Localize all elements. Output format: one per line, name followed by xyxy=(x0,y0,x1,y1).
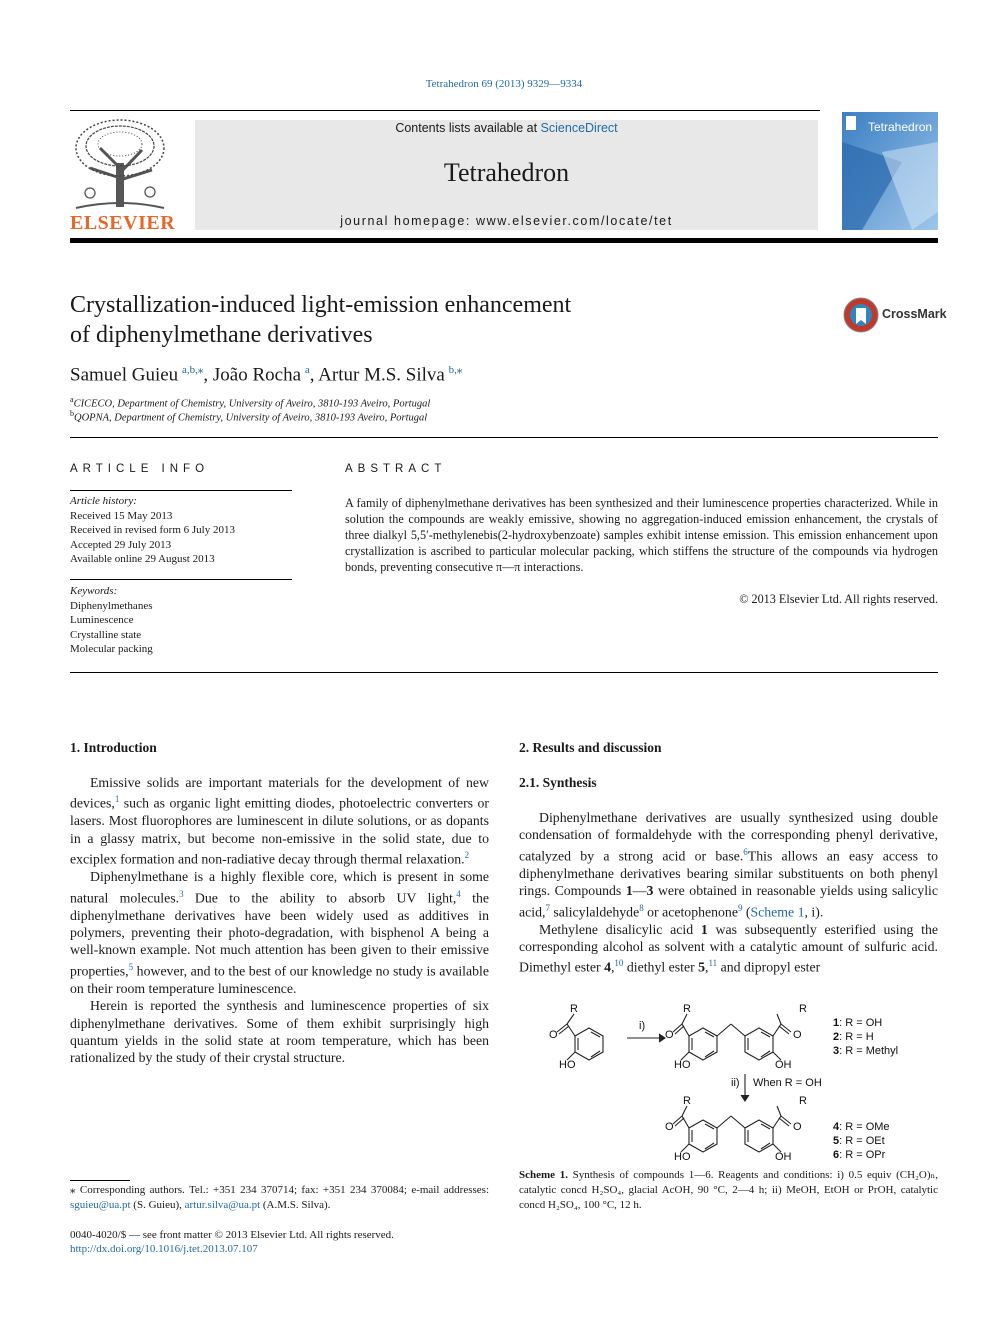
elsevier-wordmark: ELSEVIER xyxy=(70,212,176,234)
scheme-oh-label: OH xyxy=(775,1151,792,1163)
elsevier-logo[interactable] xyxy=(70,118,176,234)
citation-ref[interactable]: 10 xyxy=(614,958,624,969)
scheme-o-label: O xyxy=(665,1121,674,1133)
compound-label: 2: R = H xyxy=(833,1031,874,1043)
doi-link[interactable]: http://dx.doi.org/10.1016/j.tet.2013.07.107 xyxy=(70,1243,258,1255)
keyword: Diphenylmethanes xyxy=(70,599,153,612)
introduction-body xyxy=(70,774,489,1067)
footnote-corresponding: ⁎ Corresponding authors. Tel.: +351 234 370714; fax: +351 234 370084; e-mail addresses: sguieu@ua.pt (S. Guieu), artur.silva@ua.pt (A.M.S. Silva). xyxy=(70,1184,489,1211)
author-affil[interactable]: b,⁎ xyxy=(448,364,463,376)
article-info-heading: ARTICLE INFO xyxy=(70,463,210,475)
journal-homepage[interactable]: journal homepage: www.elsevier.com/locate/tet xyxy=(340,214,673,228)
compound-label: 4: R = OMe xyxy=(833,1121,890,1133)
citation-ref[interactable]: 11 xyxy=(708,958,718,969)
compound-number: 4 xyxy=(604,960,611,976)
compound-label: 6: R = OPr xyxy=(833,1149,886,1161)
crossmark-badge[interactable]: CrossMark xyxy=(842,296,942,336)
keyword: Crystalline state xyxy=(70,628,142,641)
abstract-heading: ABSTRACT xyxy=(345,463,447,475)
scheme-ho-label: HO xyxy=(674,1151,691,1163)
paragraph: Diphenylmethane is a highly flexible core, which is present in some natural molecules.$^3$ Due to the ability to absorb UV light,$^4$ the diphenylmethane derivatives have been widely used as additives in polymers, preventing their photo-degradation, with bisphenol A being a well-known example. Not much attention has been given to their emissive properties,$^5$ however, and to the best of our knowledge no study is available on their room temperature luminescence. xyxy=(70,869,490,996)
scheme-step-ii-condition: When R = OH xyxy=(753,1077,822,1089)
compound-number: 1 xyxy=(700,921,708,937)
scheme-r-label: R xyxy=(570,1003,578,1015)
issn-line: 0040-4020/$ — see front matter © 2013 Elsevier Ltd. All rights reserved. xyxy=(70,1229,394,1241)
keyword: Molecular packing xyxy=(70,643,153,655)
scheme-link[interactable]: Scheme 1 xyxy=(750,904,805,920)
compound-number: 5 xyxy=(698,960,706,976)
citation-ref[interactable]: 2 xyxy=(464,850,470,861)
paragraph: Methylene disalicylic acid 1 was subsequently esterified using the corresponding alcohol as solvent with a catalytic amount of sulfuric acid. Dimethyl ester 4,10 diethyl ester 5,11 and dipropyl ester xyxy=(519,921,939,976)
citation-ref[interactable]: 8 xyxy=(639,902,644,913)
section-rule xyxy=(70,672,938,673)
header-rule xyxy=(70,110,820,111)
author-name: , João Rocha xyxy=(203,364,302,386)
author-affil[interactable]: a,b,⁎ xyxy=(182,364,204,376)
article-title: Crystallization-induced light-emission enhancement of diphenylmethane derivatives xyxy=(70,292,572,348)
email-link[interactable]: artur.silva@ua.pt xyxy=(184,1199,261,1211)
cover-title: Tetrahedron xyxy=(868,120,933,134)
info-rule xyxy=(70,579,292,580)
citation-ref[interactable]: 4 xyxy=(456,888,461,899)
header-thick-rule xyxy=(70,238,938,243)
author-list xyxy=(70,363,462,386)
paragraph: Herein is reported the synthesis and luminescence properties of six diphenylmethane derivatives. Some of them exhibit surprisingly high quantum yields in the solid state at room temperature, which has been rationalized by the study of their crystal structure. xyxy=(70,998,489,1066)
citation-ref[interactable]: 7 xyxy=(545,902,550,913)
compound-label: 3: R = Methyl xyxy=(833,1045,899,1057)
email-link[interactable]: sguieu@ua.pt xyxy=(70,1199,131,1211)
scheme-step-i: i) xyxy=(639,1020,646,1032)
abstract-copyright: © 2013 Elsevier Ltd. All rights reserved. xyxy=(739,592,938,606)
scheme-ho-label: HO xyxy=(559,1059,576,1071)
article-history: Article history: Received 15 May 2013 Received in revised form 6 July 2013 Accepted 29 July 2013 Available online 29 August 2013 xyxy=(70,495,235,565)
citation-ref[interactable]: 6 xyxy=(743,846,748,857)
scheme-r-label: R xyxy=(799,1003,807,1015)
section-rule xyxy=(70,437,938,438)
author-name: Samuel Guieu xyxy=(70,364,179,386)
scheme-ho-label: HO xyxy=(674,1059,691,1071)
elsevier-tree-icon xyxy=(70,118,170,212)
citation-ref[interactable]: 3 xyxy=(179,888,184,899)
keywords: Keywords: Diphenylmethanes Luminescence Crystalline state Molecular packing xyxy=(70,584,292,657)
scheme-step-ii: ii) xyxy=(731,1077,740,1089)
compound-number: 1 xyxy=(625,883,633,899)
subsection-heading-synthesis: 2.1. Synthesis xyxy=(519,775,597,790)
paragraph: Emissive solids are important materials for the development of new devices,$^1$ such as organic light emitting diodes, photoelectric converters or lasers. Most fluorophores are luminescent in dilute solutions, or as dopants in a glassy matrix, but become non-emissive in the solid state, due to exciplex formation and non-radiative decay through thermal relaxation.$^2$ xyxy=(70,775,489,867)
scheme-caption: Scheme 1. Synthesis of compounds 1—6. Reagents and conditions: i) 0.5 equiv (CH₂O)ₙ, catalytic concd H₂SO₄, glacial AcOH, 90 °C, 2—4 h; ii) MeOH, EtOH or PrOH, catalytic concd H₂SO₄, 100 °C, 12 h. xyxy=(519,1169,939,1211)
affiliation: $^b$QOPNA, Department of Chemistry, University of Aveiro, 3810-193 Aveiro, Portugal xyxy=(70,409,428,424)
sciencedirect-link[interactable]: ScienceDirect xyxy=(540,121,618,135)
scheme-r-label: R xyxy=(683,1095,691,1107)
journal-cover[interactable] xyxy=(842,112,938,230)
scheme-o-label: O xyxy=(793,1121,802,1133)
author-affil[interactable]: a xyxy=(304,364,310,376)
abstract-text: A family of diphenylmethane derivatives has been synthesized and their luminescence properties characterized. While in solution the compounds are weakly emissive, showing no aggregation-induced emission enhancement, the crystals of three dialkyl 5,5′-methylenebis(2-hydroxybenzoate) samples exhibit intense emission. This emission enhancement upon crystallization is ascribed to particular molecular packing, which stiffens the structure of the compounds via hydrogen bonds, preventing consecutive π—π interactions. xyxy=(345,496,938,574)
journal-banner xyxy=(195,120,818,230)
journal-reference[interactable]: Tetrahedron 69 (2013) 9329—9334 xyxy=(425,78,583,90)
section-heading-introduction: 1. Introduction xyxy=(70,740,157,755)
citation-ref[interactable]: 5 xyxy=(128,961,134,972)
scheme-r-label: R xyxy=(799,1095,807,1107)
paragraph: Diphenylmethane derivatives are usually synthesized using double condensation of formaldehyde with the corresponding phenyl derivative, catalyzed by a strong acid or base.$^6$This allows an easy access to diphenylmethane derivatives bearing similar substituents on both phenyl rings. Compounds 1—3 were obtained in reasonable yields using salicylic acid,$^7$ salicylaldehyde$^8$ or acetophenone$^9$ (Scheme 1, i). xyxy=(519,810,938,920)
compound-label: 5: R = OEt xyxy=(833,1135,885,1147)
scheme-o-label: O xyxy=(549,1029,558,1041)
citation-ref[interactable]: 1 xyxy=(114,794,120,805)
scheme-1-diagram xyxy=(519,1002,938,1164)
scheme-o-label: O xyxy=(665,1029,674,1041)
keyword: Luminescence xyxy=(70,614,134,626)
scheme-oh-label: OH xyxy=(775,1059,792,1071)
crossmark-icon xyxy=(842,296,880,334)
contents-line: Contents lists available at ScienceDirect xyxy=(395,121,618,135)
compound-label: 1: R = OH xyxy=(833,1017,883,1029)
scheme-r-label: R xyxy=(683,1003,691,1015)
citation-ref[interactable]: 9 xyxy=(737,902,743,913)
compound-number: 3 xyxy=(646,883,654,899)
synthesis-body xyxy=(519,809,938,976)
affiliation: $^a$CICECO, Department of Chemistry, University of Aveiro, 3810-193 Aveiro, Portugal xyxy=(70,395,431,410)
info-rule xyxy=(70,490,292,491)
author-name: , Artur M.S. Silva xyxy=(309,364,445,386)
journal-title: Tetrahedron xyxy=(443,158,570,187)
section-heading-results: 2. Results and discussion xyxy=(519,740,662,755)
scheme-o-label: O xyxy=(793,1029,802,1041)
footnote-rule xyxy=(70,1180,130,1181)
